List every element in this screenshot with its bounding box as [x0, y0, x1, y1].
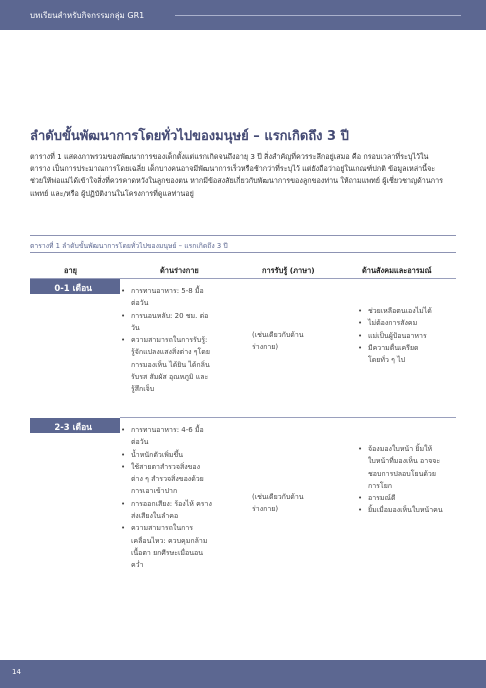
- header-label: บทเรียนสำหรับกิจกรรมกลุ่ม GR1: [30, 11, 145, 20]
- list-item: • ช่วยเหลือตนเองไม่ได้: [358, 305, 456, 317]
- intro-line: ช่วยให้พ่อแม่ได้เข้าใจสิ่งที่ควรคาดหวังในลูกของตน หากมีข้อสงสัยเกี่ยวกับพัฒนาการของลูกของท่าน ให้ถามแพทย์ ผู้เชี่ยวชาญด้านการ: [30, 176, 443, 186]
- list-item: • ยิ้มเมื่อมองเห็นใบหน้าคน: [358, 504, 456, 516]
- age-tab-row-2: [30, 418, 120, 433]
- list-item: • การทานอาหาร: 5-8 มื้อ ต่อวัน: [121, 285, 236, 310]
- header-social: ด้านสังคมและอารมณ์: [362, 266, 432, 275]
- list-item: • มีความตื่นเครียด โดยทั่ว ๆ ไป: [358, 342, 456, 367]
- age-tab-row-1: [30, 279, 120, 294]
- age-label: 0-1 เดือน: [54, 284, 92, 294]
- caption-rule-bottom: [30, 252, 456, 253]
- list-item: • อารมณ์ดี: [358, 492, 456, 504]
- age-label: 2-3 เดือน: [54, 423, 92, 433]
- page-title: ลำดับขั้นพัฒนาการโดยทั่วไปของมนุษย์ – แรกเกิดถึง 3 ปี: [30, 129, 349, 144]
- list-item: • ใช้สายตาสำรวจสิ่งของ ต่าง ๆ สำรวจสิ่งของด้วย การเอาเข้าปาก: [121, 461, 236, 498]
- intro-line: ตาราง เป็นการประมาณการโดยเฉลี่ย เด็กบางคนอาจมีพัฒนาการเร็วหรือช้ากว่าที่ระบุไว้ แต่ยังถือว่าอยู่ในเกณฑ์ปกติ ข้อมูลเหล่านี้จะ: [30, 164, 436, 174]
- intro-line: แพทย์ และ/หรือ ผู้ปฏิบัติงานในโครงการที่ดูแลท่านอยู่: [30, 188, 194, 198]
- list-item: • การออกเสียง: ร้องไห้ คราง ส่งเสียงในลำคอ: [121, 498, 236, 523]
- social-cell-row-2: [358, 443, 456, 517]
- intro-paragraph: [30, 151, 458, 200]
- intro-line: ตารางที่ 1 แสดงภาพรวมของพัฒนาการของเด็กตั้งแต่แรกเกิดจนถึงอายุ 3 ปี สิ่งสำคัญที่ควรระลึกอยู่เสมอ คือ กรอบเวลาที่ระบุไว้ใน: [30, 152, 429, 161]
- header-age: อายุ: [64, 266, 77, 275]
- table-caption: ตารางที่ 1 ลำดับขั้นพัฒนาการโดยทั่วไปของมนุษย์ – แรกเกิดถึง 3 ปี: [30, 242, 228, 250]
- header-cognitive: การรับรู้ (ภาษา): [262, 266, 315, 275]
- cognitive-cell-row-1: (เช่นเดียวกับด้าน ร่างกาย): [252, 331, 304, 352]
- header-rule: [175, 15, 461, 16]
- list-item: • ไม่ต้องการสังคม: [358, 317, 456, 329]
- list-item: • แม่เป็นผู้ป้อนอาหาร: [358, 330, 456, 342]
- list-item: • ความสามารถในการ เคลื่อนไหว: ควบคุมกล้าม เนื้อตา ยกศีรษะเมื่อนอน คว่ำ: [121, 522, 236, 571]
- physical-cell-row-1: [121, 285, 236, 396]
- list-item: • ความสามารถในการรับรู้: รู้จักแปลงแสงสิ่งต่าง ๆโดย การมองเห็น ได้ยิน ได้กลิ่น รับรส สัมผัส อุณหภูมิ และ รู้สึกเจ็บ: [121, 334, 236, 395]
- caption-rule-top: [30, 235, 456, 236]
- footer-bar: [0, 660, 486, 688]
- list-item: • จ้องมองใบหน้า ยิ้มให้ ใบหน้าที่มองเห็น อาจจะ ชอบการปลอบโยนด้วย การโยก: [358, 443, 456, 492]
- header-bar: [0, 0, 486, 30]
- list-item: • การนอนหลับ: 20 ชม. ต่อ วัน: [121, 310, 236, 335]
- page-number: 14: [12, 668, 21, 676]
- cognitive-cell-row-2: (เช่นเดียวกับด้าน ร่างกาย): [252, 493, 304, 514]
- list-item: • น้ำหนักตัวเพิ่มขึ้น: [121, 449, 236, 461]
- row-divider: [120, 417, 456, 418]
- social-cell-row-1: [358, 305, 456, 366]
- physical-cell-row-2: [121, 424, 236, 572]
- list-item: • การทานอาหาร: 4-6 มื้อ ต่อวัน: [121, 424, 236, 449]
- header-physical: ด้านร่างกาย: [160, 266, 199, 275]
